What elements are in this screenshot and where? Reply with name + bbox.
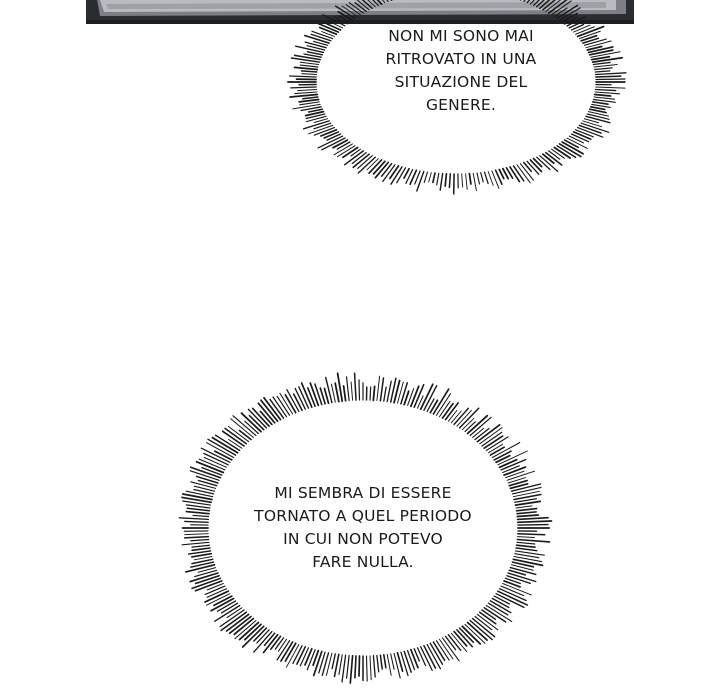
burst-stroke — [314, 651, 322, 675]
burst-stroke — [390, 166, 399, 179]
burst-stroke — [510, 167, 519, 182]
burst-stroke — [583, 121, 602, 127]
burst-stroke — [377, 656, 379, 672]
burst-stroke — [468, 623, 488, 641]
burst-stroke — [240, 431, 252, 440]
burst-stroke — [305, 649, 312, 665]
burst-stroke — [227, 614, 249, 631]
bubble-1-line: NON MI SONO MAI — [388, 27, 534, 45]
burst-stroke — [462, 626, 480, 644]
burst-stroke — [466, 174, 468, 190]
burst-stroke — [481, 173, 484, 182]
burst-stroke — [449, 174, 450, 188]
burst-stroke — [201, 448, 230, 462]
burst-stroke — [207, 443, 234, 458]
burst-stroke — [468, 416, 488, 434]
burst-stroke — [207, 584, 223, 590]
burst-stroke — [373, 386, 374, 400]
burst-stroke — [294, 394, 302, 410]
burst-stroke — [240, 623, 259, 640]
burst-stroke — [569, 136, 583, 143]
burst-stroke — [397, 168, 406, 183]
burst-stroke — [351, 382, 353, 400]
burst-stroke — [440, 174, 442, 191]
burst-stroke — [411, 386, 419, 406]
burst-stroke — [216, 435, 240, 450]
burst-stroke — [334, 17, 347, 24]
burst-stroke — [391, 654, 394, 670]
burst-stroke — [297, 647, 305, 664]
burst-stroke — [278, 639, 286, 651]
burst-stroke — [384, 655, 386, 668]
burst-stroke — [315, 384, 322, 405]
bubble-2-text — [176, 482, 550, 574]
burst-stroke — [498, 451, 528, 465]
burst-stroke — [477, 425, 499, 442]
burst-stroke — [254, 632, 272, 653]
speech-bubble-2 — [176, 372, 550, 684]
burst-stroke — [485, 172, 489, 184]
burst-stroke — [308, 388, 315, 407]
burst-stroke — [549, 151, 560, 159]
burst-stroke — [373, 656, 375, 677]
burst-stroke — [370, 387, 371, 400]
bubble-1-line: RITROVATO IN UNA — [385, 50, 537, 68]
burst-stroke — [500, 460, 517, 468]
bubble-1-line: SITUAZIONE DEL — [394, 73, 528, 91]
burst-stroke — [480, 428, 502, 444]
burst-stroke — [465, 624, 485, 643]
burst-stroke — [355, 373, 356, 400]
burst-stroke — [477, 173, 480, 184]
burst-stroke — [417, 172, 424, 192]
burst-stroke — [418, 648, 426, 666]
burst-stroke — [565, 17, 577, 24]
burst-stroke — [377, 376, 380, 400]
burst-stroke — [496, 456, 510, 463]
burst-stroke — [445, 174, 446, 186]
burst-stroke — [300, 648, 308, 666]
burst-stroke — [503, 466, 520, 473]
burst-stroke — [327, 134, 340, 140]
burst-stroke — [462, 174, 463, 187]
burst-stroke — [380, 378, 383, 401]
burst-stroke — [321, 130, 337, 136]
bubble-2-line: MI SEMBRA DI ESSERE — [274, 484, 452, 502]
burst-stroke — [404, 651, 411, 672]
burst-stroke — [331, 384, 335, 402]
burst-stroke — [249, 409, 267, 428]
bubble-2-line: IN CUI NON POTEVO — [283, 530, 443, 548]
burst-stroke — [344, 386, 346, 401]
burst-stroke — [325, 389, 329, 404]
burst-stroke — [332, 654, 335, 669]
burst-stroke — [342, 655, 346, 682]
burst-stroke — [527, 0, 542, 3]
burst-stroke — [324, 132, 338, 138]
burst-stroke — [477, 614, 497, 629]
burst-stroke — [355, 3, 366, 12]
burst-stroke — [367, 656, 368, 681]
burst-stroke — [380, 655, 382, 669]
burst-stroke — [335, 383, 339, 401]
burst-stroke — [384, 387, 386, 401]
burst-stroke — [264, 398, 281, 420]
burst-stroke — [504, 581, 520, 587]
burst-stroke — [307, 650, 315, 670]
burst-stroke — [314, 123, 331, 129]
burst-stroke — [370, 656, 371, 680]
burst-stroke — [229, 427, 249, 442]
burst-stroke — [492, 443, 519, 458]
burst-stroke — [387, 381, 391, 401]
burst-stroke — [424, 172, 427, 183]
burst-stroke — [498, 591, 528, 605]
burst-stroke — [490, 447, 504, 455]
bubble-1-text — [284, 25, 638, 117]
burst-stroke — [586, 116, 610, 122]
burst-stroke — [339, 655, 342, 675]
burst-stroke — [242, 413, 262, 431]
speech-bubble-1 — [284, 0, 638, 210]
burst-stroke — [496, 594, 524, 608]
burst-stroke — [437, 173, 439, 185]
bubble-2-line: FARE NULLA. — [312, 553, 414, 571]
burst-stroke — [433, 173, 435, 182]
burst-stroke — [230, 617, 251, 634]
burst-stroke — [275, 638, 283, 649]
burst-stroke — [429, 173, 432, 182]
burst-stroke — [448, 411, 457, 422]
burst-stroke — [411, 650, 418, 668]
burst-stroke — [359, 380, 360, 400]
burst-stroke — [347, 656, 350, 679]
burst-stroke — [473, 428, 484, 437]
burst-stroke — [430, 400, 437, 412]
bubble-2-line: TORNATO A QUEL PERIODO — [254, 507, 472, 525]
burst-stroke — [359, 656, 360, 676]
burst-stroke — [310, 383, 318, 405]
burst-stroke — [387, 654, 391, 675]
burst-stroke — [401, 652, 408, 676]
burst-stroke — [443, 638, 460, 661]
burst-stroke — [347, 377, 350, 401]
burst-stroke — [469, 174, 471, 184]
burst-stroke — [350, 656, 352, 683]
bubble-1-line: GENERE. — [425, 96, 497, 114]
burst-stroke — [355, 656, 356, 678]
burst-stroke — [473, 173, 476, 190]
burst-stroke — [433, 389, 448, 414]
